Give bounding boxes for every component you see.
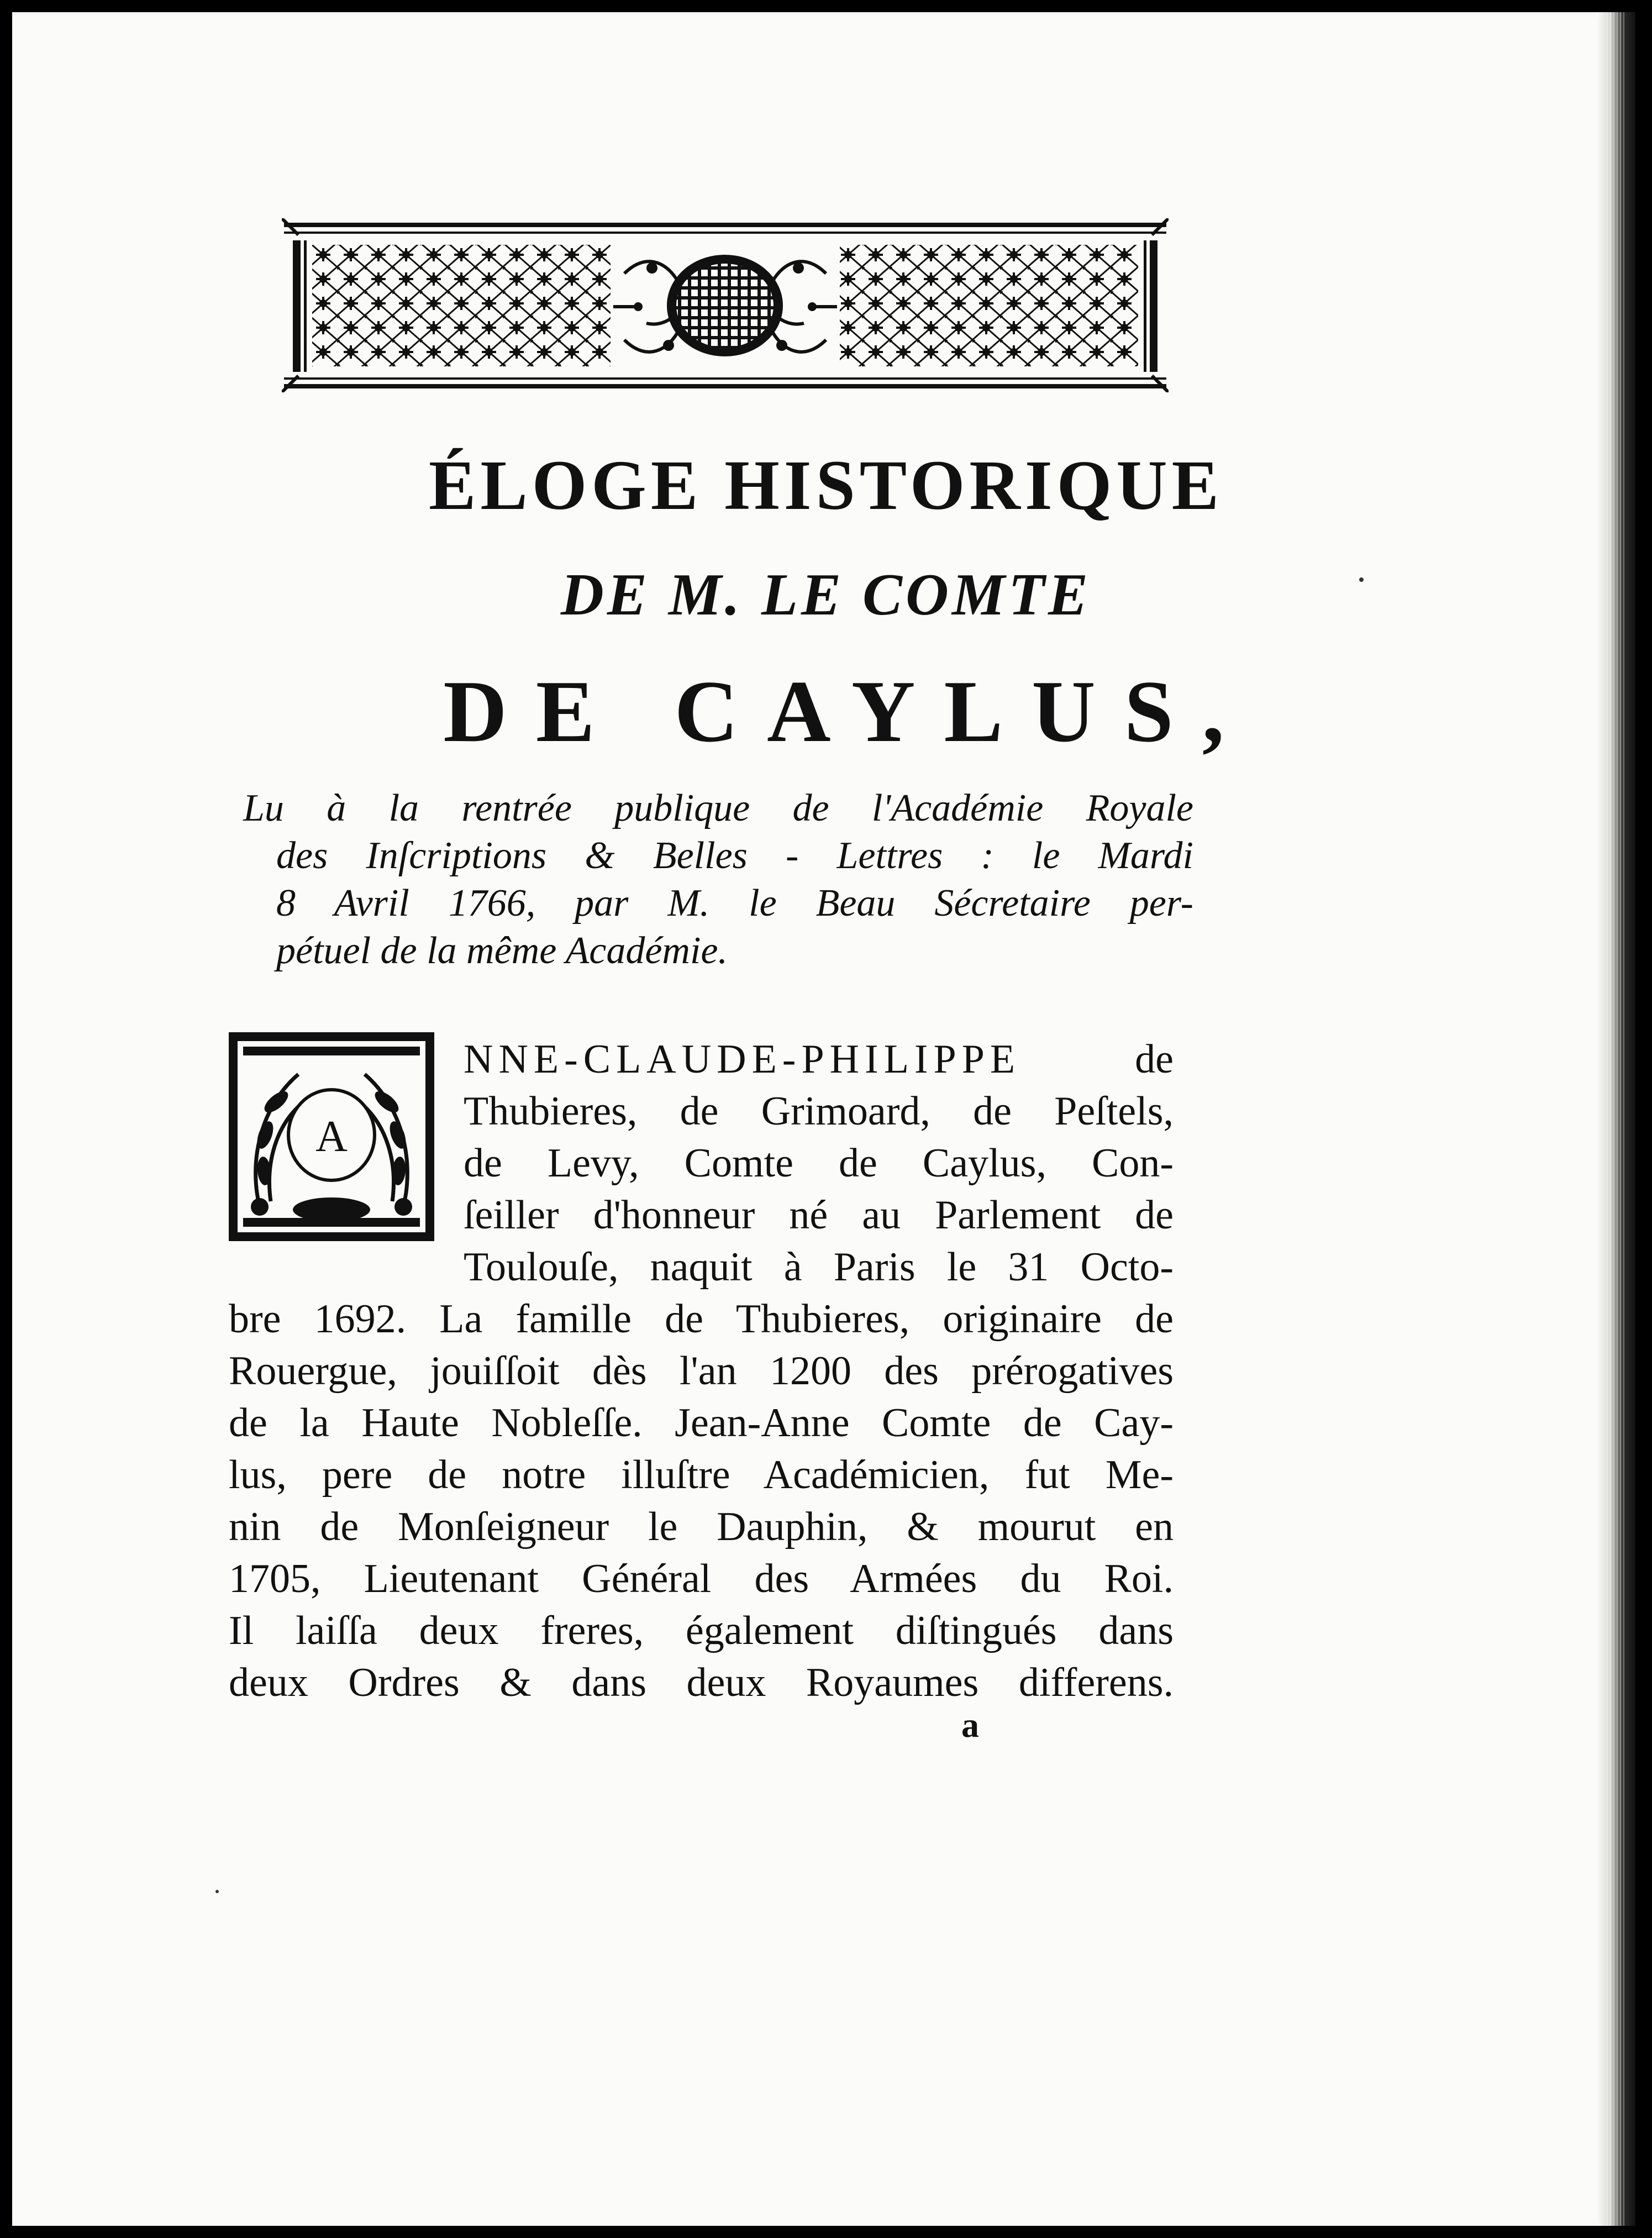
opening-rest: de xyxy=(1135,1037,1174,1082)
ornamental-headpiece xyxy=(282,218,1169,392)
title-line-1: ÉLOGE HISTORIQUE xyxy=(428,446,1224,524)
body-line: Thubieres, de Grimoard, de Peſtels, xyxy=(464,1089,1174,1134)
body-line: de Levy, Comte de Caylus, Con- xyxy=(464,1141,1174,1186)
page-edges xyxy=(1607,12,1625,2226)
title-line-3: DE CAYLUS, xyxy=(443,662,1253,760)
reading-note-line: Lu à la rentrée publique de l'Académie Royale xyxy=(243,787,1193,829)
signature-mark: a xyxy=(961,1705,979,1745)
body-line: de la Haute Nobleſſe. Jean-Anne Comte de Cay- xyxy=(229,1400,1174,1446)
body-paragraph xyxy=(229,1033,1174,1709)
body-line: Rouergue, jouiſſoit dès l'an 1200 des prérogatives xyxy=(229,1348,1174,1394)
body-line: Toulouſe, naquit à Paris le 31 Octo- xyxy=(464,1244,1174,1290)
body-line-first xyxy=(229,1033,1174,1085)
title-line-2: DE M. LE COMTE xyxy=(560,562,1092,628)
ink-speck xyxy=(215,1890,219,1893)
body-line: deux Ordres & dans deux Royaumes differens. xyxy=(229,1660,1174,1705)
body-line: Il laiſſa deux freres, également diſtingués dans xyxy=(229,1608,1174,1653)
reading-note-line: pétuel de la même Académie. xyxy=(276,929,728,972)
body-line: 1705, Lieutenant Général des Armées du Roi. xyxy=(229,1556,1174,1601)
body-line: lus, pere de notre illuſtre Académicien, fut Me- xyxy=(229,1452,1174,1498)
reading-note xyxy=(243,785,1193,975)
drop-cap-letter: A xyxy=(315,1112,348,1161)
body-line: bre 1692. La famille de Thubieres, originaire de xyxy=(229,1296,1174,1342)
body-line: nin de Monſeigneur le Dauphin, & mourut en xyxy=(229,1504,1174,1549)
reading-note-line: des Inſcriptions & Belles - Lettres : le Mardi xyxy=(276,834,1193,877)
body-line: ſeiller d'honneur né au Parlement de xyxy=(464,1192,1174,1238)
reading-note-line: 8 Avril 1766, par M. le Beau Sécretaire per- xyxy=(276,882,1193,924)
ink-speck xyxy=(1359,577,1364,582)
opening-words: NNE-CLAUDE-PHILIPPE xyxy=(464,1037,1021,1082)
